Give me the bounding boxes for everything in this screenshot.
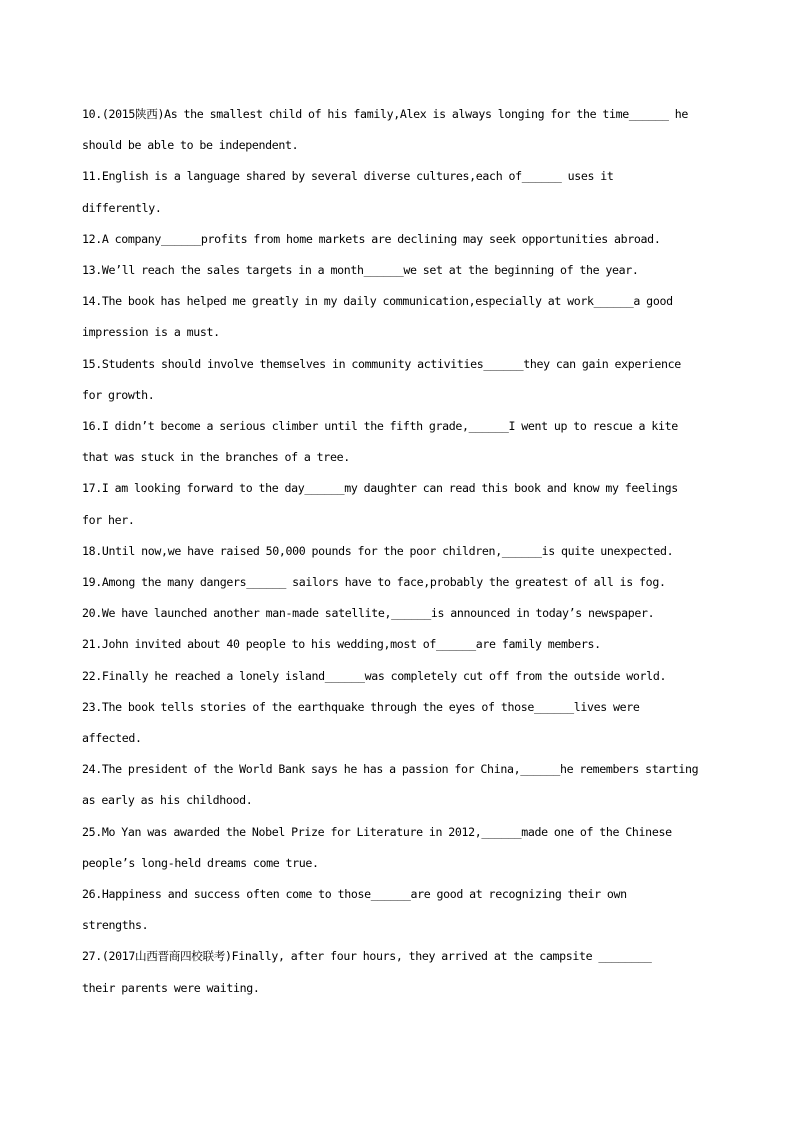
question-line: 17.I am looking forward to the day______my daughter can read this book and know my feelings [82,481,678,496]
question-line: 16.I didn’t become a serious climber until the fifth grade,______I went up to rescue a kite [82,419,678,434]
question-18 [82,536,714,567]
question-25 [82,817,714,879]
question-line: 13.We’ll reach the sales targets in a month______we set at the beginning of the year. [82,263,639,278]
question-line: 20.We have launched another man-made satellite,______is announced in today’s newspaper. [82,606,655,621]
question-line: should be able to be independent. [82,138,299,153]
question-19 [82,567,714,598]
question-line: for growth. [82,387,155,402]
question-line: as early as his childhood. [82,793,253,808]
question-line: strengths. [82,918,149,933]
question-line: 10.(2015陕西)As the smallest child of his family,Alex is always longing for the time______ he [82,107,689,121]
question-line: 22.Finally he reached a lonely island______was completely cut off from the outside world. [82,668,667,683]
question-line: differently. [82,200,162,215]
question-16 [82,411,714,473]
question-10 [82,99,714,161]
question-line: 12.A company______profits from home markets are declining may seek opportunities abroad. [82,231,661,246]
question-line: 21.John invited about 40 people to his wedding,most of______are family members. [82,637,601,652]
question-12 [82,224,714,255]
question-line: their parents were waiting. [82,980,260,995]
question-13 [82,255,714,286]
question-line: that was stuck in the branches of a tree. [82,450,350,465]
question-line: people’s long-held dreams come true. [82,855,319,870]
question-22 [82,661,714,692]
question-line: 11.English is a language shared by several diverse cultures,each of______ uses it [82,169,614,184]
question-14 [82,286,714,348]
question-line: 19.Among the many dangers______ sailors have to face,probably the greatest of all is fog. [82,575,666,590]
question-27 [82,941,714,1003]
question-11 [82,161,714,223]
question-line: impression is a must. [82,325,220,340]
question-line: affected. [82,731,142,746]
question-15 [82,349,714,411]
question-line: 27.(2017山西晋商四校联考)Finally, after four hours, they arrived at the campsite ________ [82,949,652,964]
question-20 [82,598,714,629]
question-line: 26.Happiness and success often come to those______are good at recognizing their own [82,887,627,902]
question-26 [82,879,714,941]
question-line: 15.Students should involve themselves in community activities______they can gain experience [82,356,681,371]
question-line: 24.The president of the World Bank says he has a passion for China,______he remembers starting [82,762,699,777]
question-17 [82,473,714,535]
question-24 [82,754,714,816]
question-list [82,99,714,1004]
question-line: 14.The book has helped me greatly in my daily communication,especially at work______a good [82,294,673,309]
question-23 [82,692,714,754]
question-line: 23.The book tells stories of the earthquake through the eyes of those______lives were [82,699,640,714]
question-line: 25.Mo Yan was awarded the Nobel Prize for Literature in 2012,______made one of the Chinese [82,824,672,839]
question-line: for her. [82,512,135,527]
question-line: 18.Until now,we have raised 50,000 pounds for the poor children,______is quite unexpected. [82,543,674,558]
question-21 [82,629,714,660]
